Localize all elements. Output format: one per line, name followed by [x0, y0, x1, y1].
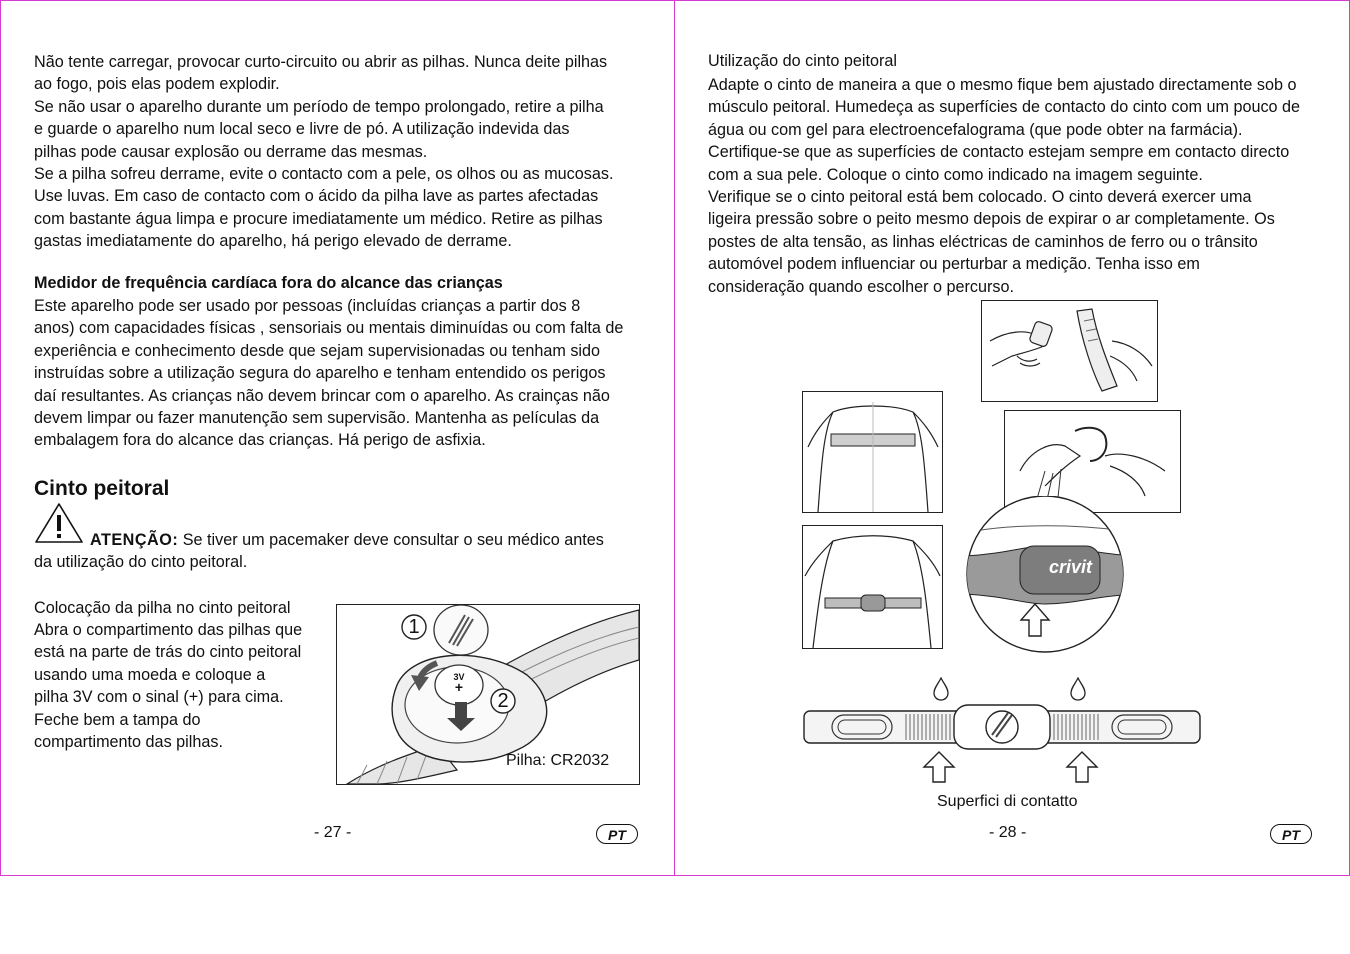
text-line: automóvel podem influenciar ou perturbar a medição. Tenha isso em: [708, 255, 1200, 274]
text-line: compartimento das pilhas.: [34, 733, 223, 752]
text-line: Use luvas. Em caso de contacto com o ácido da pilha lave as partes afectadas: [34, 187, 599, 206]
torso-strap-low-illustration: [803, 526, 942, 648]
text-line: Se não usar o aparelho durante um período de tempo prolongado, retire a pilha: [34, 97, 604, 116]
text-line: Feche bem a tampa do: [34, 710, 201, 729]
text-line: devem limpar ou fazer manutenção sem supervisão. Mantenha as películas da: [34, 409, 600, 428]
up-arrow-icon: [1065, 751, 1099, 783]
battery-plus-label: +: [454, 679, 464, 695]
text-line: usando uma moeda e coloque a: [34, 665, 266, 684]
text-line: Este aparelho pode ser usado por pessoas (incluídas crianças a partir dos 8: [34, 297, 581, 315]
body-strap-placement-figure: [802, 525, 943, 649]
text-line: consideração quando escolher o percurso.: [708, 277, 1014, 296]
page-number: - 28 -: [989, 824, 1027, 841]
text-line: Adapte o cinto de maneira a que o mesmo fique bem ajustado directamente sob o: [708, 76, 1297, 94]
text-line: anos) com capacidades físicas , sensoriais ou mentais diminuídas ou com falta de: [34, 319, 624, 338]
water-drop-icon: [932, 677, 950, 701]
text-line: músculo peitoral. Humedeça as superfícies de contacto do cinto com um pouco de: [708, 98, 1301, 117]
contact-surface-caption: Superfici di contatto: [937, 793, 1078, 810]
up-arrow-icon: [922, 751, 956, 783]
brand-logo: crivit: [1049, 557, 1093, 577]
text-line: ligeira pressão sobre o peito mesmo depois de expirar o ar completamente. Os: [708, 210, 1275, 229]
usage-subhead: Utilização do cinto peitoral: [708, 52, 897, 70]
text-line: instruídas sobre a utilização segura do aparelho e tenham entendido os perigos: [34, 364, 606, 383]
pacemaker-warning: [34, 529, 654, 574]
warning-text: Se tiver um pacemaker deve consultar o seu médico antes: [178, 531, 604, 549]
battery-subhead: Colocação da pilha no cinto peitoral: [34, 599, 291, 617]
text-line: Se a pilha sofreu derrame, evite o contacto com a pele, os olhos ou as mucosas.: [34, 165, 614, 184]
water-drop-icon: [1069, 677, 1087, 701]
text-line: água ou com gel para electroencefalograma (que pode obter na farmácia).: [708, 120, 1243, 139]
right-page: [674, 0, 1350, 876]
text-line: experiência e conhecimento desde que sejam supervisionadas ou tenham sido: [34, 341, 601, 360]
children-safety-heading: Medidor de frequência cardíaca fora do alcance das crianças: [34, 274, 503, 292]
text-line: com a sua pele. Coloque o cinto como indicado na imagem seguinte.: [708, 165, 1203, 184]
warning-label: ATENÇÃO:: [90, 531, 179, 549]
strap-adjust-figure: [981, 300, 1158, 402]
text-line: embalagem fora do alcance das crianças. Há perigo de asfixia.: [34, 431, 486, 450]
children-safety-paragraph: [34, 295, 654, 452]
battery-voltage-label: 3V: [453, 672, 465, 682]
warning-text-2: da utilização do cinto peitoral.: [34, 553, 248, 572]
battery-safety-paragraph: [34, 51, 654, 253]
text-line: ao fogo, pois elas podem explodir.: [34, 75, 280, 94]
text-line: postes de alta tensão, as linhas eléctricas de caminhos de ferro ou o trânsito: [708, 232, 1258, 251]
battery-type-caption: Pilha: CR2032: [506, 752, 610, 769]
text-line: e guarde o aparelho num local seco e livre de pó. A utilização indevida das: [34, 120, 570, 139]
text-line: daí resultantes. As crianças não devem brincar com o aparelho. As crainças não: [34, 386, 610, 405]
text-line: Certifique-se que as superfícies de contacto estejam sempre em contacto directo: [708, 143, 1290, 162]
language-badge: PT: [1270, 824, 1312, 844]
text-line: Não tente carregar, provocar curto-circuito ou abrir as pilhas. Nunca deite pilhas: [34, 53, 608, 71]
language-badge: PT: [596, 824, 638, 844]
text-line: Abra o compartimento das pilhas que: [34, 621, 303, 639]
text-line: está na parte de trás do cinto peitoral: [34, 643, 302, 662]
text-line: com bastante água limpa e procure imediatamente um médico. Retire as pilhas: [34, 209, 603, 228]
text-line: pilhas pode causar explosão ou derrame das mesmas.: [34, 142, 428, 161]
text-line: gastas imediatamente do aparelho, há perigo elevado de derrame.: [34, 232, 512, 251]
battery-installation-figure: [336, 604, 640, 785]
hands-adjusting-strap-illustration: [982, 301, 1157, 401]
usage-paragraph: [708, 74, 1328, 298]
text-line: pilha 3V com o sinal (+) para cima.: [34, 688, 284, 707]
step-1-label: 1: [408, 616, 420, 638]
left-page: [0, 0, 675, 876]
text-line: Verifique se o cinto peitoral está bem colocado. O cinto deverá exercer uma: [708, 188, 1252, 207]
torso-with-strap-illustration: [803, 392, 942, 512]
section-title: Cinto peitoral: [34, 477, 170, 500]
page-number: - 27 -: [314, 824, 352, 841]
body-front-figure: [802, 391, 943, 513]
battery-instructions: [34, 619, 324, 753]
step-2-label: 2: [497, 690, 509, 712]
chest-strap-illustration: [802, 701, 1202, 753]
